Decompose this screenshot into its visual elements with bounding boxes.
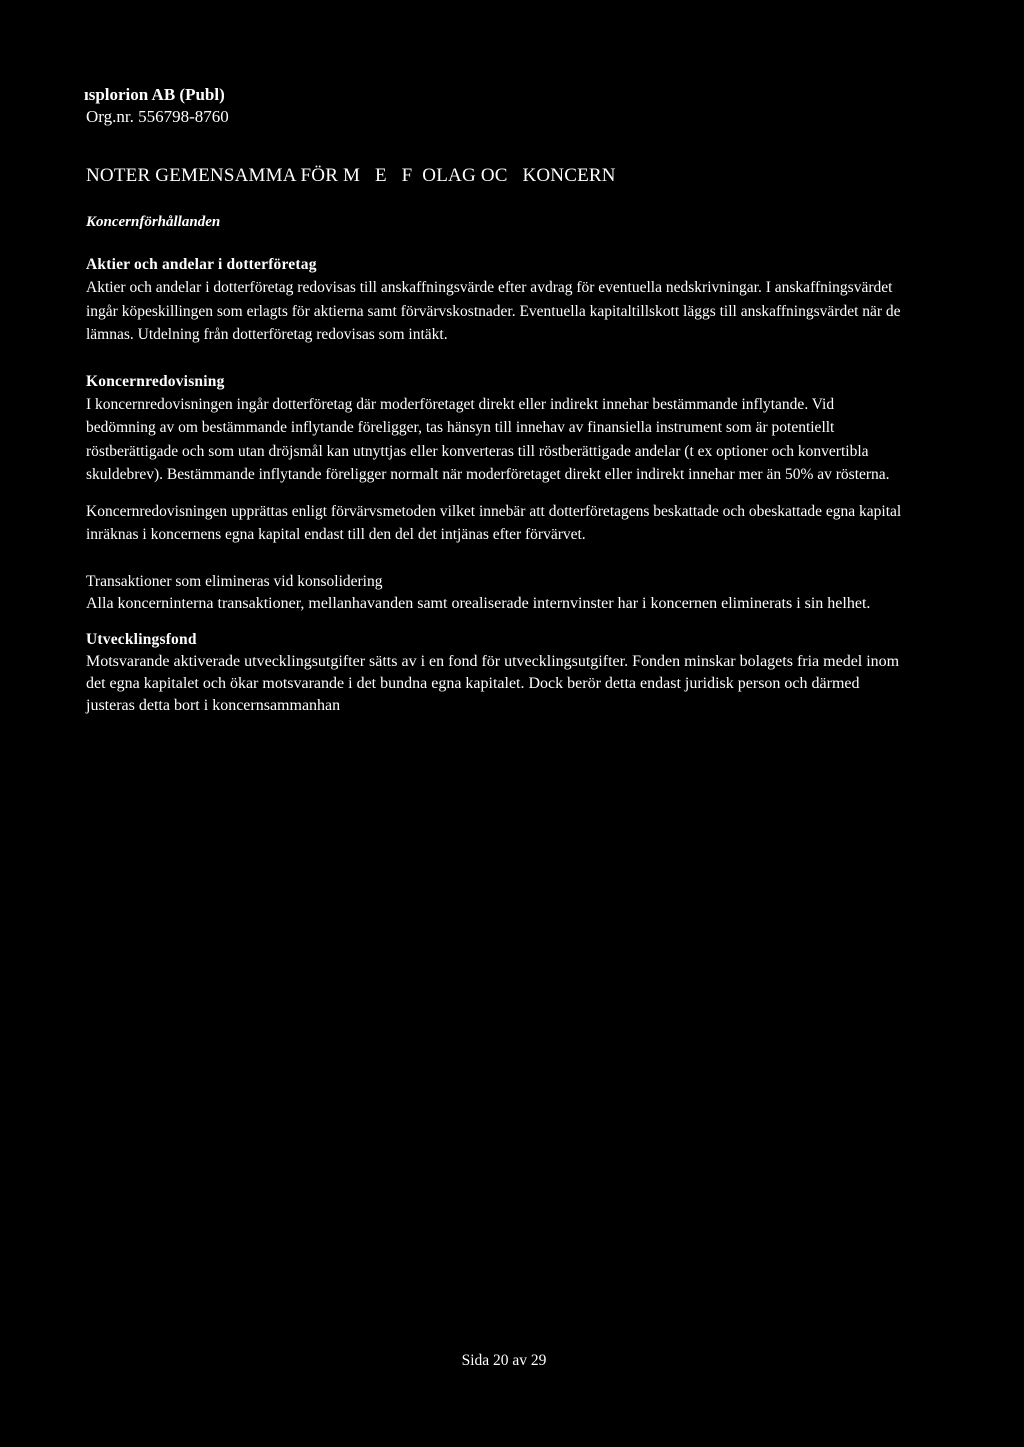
- section-transaktioner: [86, 571, 906, 615]
- section-heading: Koncernredovisning: [86, 372, 225, 390]
- section-paragraph: Alla koncerninterna transaktioner, mellanhavanden samt orealiserade internvinster har i koncernen eliminerats i sin helhet.: [86, 594, 871, 612]
- section-heading: Aktier och andelar i dotterföretag: [86, 256, 317, 273]
- section-paragraph: Motsvarande aktiverade utvecklingsutgifter sätts av i en fond för utvecklingsutgifter. Fonden minskar bolagets fria medel inom det egna kapitalet och ökar motsvarande i det bundna egna kapitalet. Dock berör detta endast juridisk person och därmed justeras detta bort i koncernsammanhan: [86, 652, 900, 714]
- section-koncernredovisning: [86, 371, 906, 547]
- org-number: Org.nr. 556798-8760: [86, 107, 229, 126]
- section-subtitle: Koncernförhållanden: [86, 214, 221, 230]
- section-heading: Utvecklingsfond: [86, 630, 197, 648]
- section-paragraph: I koncernredovisningen ingår dotterföretag där moderföretaget direkt eller indirekt innehar bestämmande inflytande. Vid bedömning av om bestämmande inflytande föreligger, tas hänsyn till innehav av finansiella instrument som är potentiellt röstberättigade och som utan dröjsmål kan utnyttjas eller konverteras till röstberättigade andelar (t ex optioner och konvertibla skuldebrev). Bestämmande inflytande föreligger normalt när moderföretaget direkt eller indirekt innehar mer än 50% av rösterna.: [86, 395, 890, 483]
- section-utvecklingsfond: [86, 629, 906, 717]
- page-title: NOTER GEMENSAMMA FÖR M E F OLAG OC KONCERN: [86, 165, 616, 186]
- page-number: Sida 20 av 29: [461, 1352, 547, 1369]
- section-aktier: [86, 254, 906, 347]
- section-paragraph: Aktier och andelar i dotterföretag redovisas till anskaffningsvärde efter avdrag för eventuella nedskrivningar. I anskaffningsvärdet ingår köpeskillingen som erlagts för aktierna samt förvärvskostnader. Eventuella kapitaltillskott läggs till anskaffningsvärdet när de lämnas. Utdelning från dotterföretag redovisas som intäkt.: [86, 279, 901, 343]
- company-name: ısplorion AB (Publ): [84, 85, 225, 104]
- document-page: [86, 84, 906, 717]
- section-paragraph: Koncernredovisningen upprättas enligt förvärvsmetoden vilket innebär att dotterföretagens beskattade och obeskattade egna kapital inräknas i koncernens egna kapital endast till den del det intjänas efter förvärvet.: [86, 502, 902, 543]
- section-heading: Transaktioner som elimineras vid konsolidering: [86, 572, 383, 590]
